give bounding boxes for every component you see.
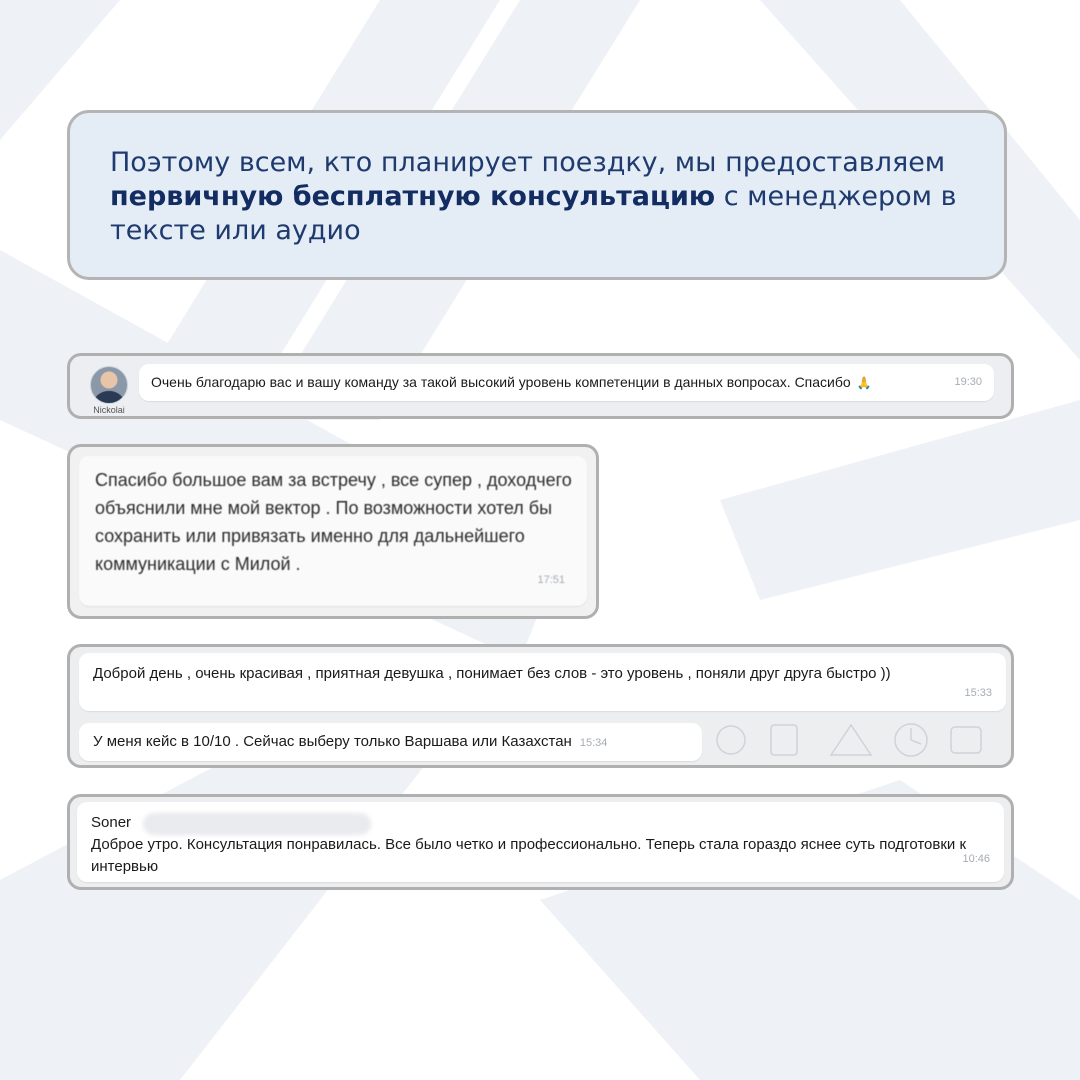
message-bubble bbox=[79, 723, 702, 761]
message-time: 15:34 bbox=[579, 737, 608, 749]
pray-emoji-icon: 🙏 bbox=[856, 376, 872, 390]
message-bubble bbox=[77, 802, 1004, 882]
message-text: У меня кейс в 10/10 . Сейчас выберу только Варшава или Казахстан bbox=[93, 733, 572, 750]
message-text: Доброй день , очень красивая , приятная девушка , понимает без слов - это уровень , поняли друг друга быстро )) bbox=[93, 665, 891, 682]
headline-bold: первичную бесплатную консультацию bbox=[110, 181, 716, 212]
message-bubble bbox=[79, 456, 587, 606]
review-screenshot-3 bbox=[67, 644, 1014, 768]
redacted-surname bbox=[143, 813, 371, 835]
sender-row bbox=[91, 812, 990, 834]
sender-avatar-block bbox=[89, 366, 129, 415]
review-screenshot-2 bbox=[67, 444, 599, 619]
avatar bbox=[90, 366, 128, 404]
sender-name: Soner bbox=[91, 814, 132, 831]
message-time: 10:46 bbox=[962, 853, 990, 865]
message-time: 15:33 bbox=[964, 687, 992, 699]
message-time: 17:51 bbox=[537, 574, 565, 586]
headline bbox=[110, 146, 964, 248]
message-bubble bbox=[79, 653, 1006, 711]
message-text: Спасибо большое вам за встречу , все супер , доходчего объяснили мне мой вектор . По возможности хотел бы сохранить или привязать именно для дальнейшего коммуникации с Милой . bbox=[95, 470, 572, 574]
message-text: Доброе утро. Консультация понравилась. Все было четко и профессионально. Теперь стала гораздо яснее суть подготовки к интервью bbox=[91, 836, 967, 875]
message-time: 19:30 bbox=[954, 376, 982, 388]
review-screenshot-1 bbox=[67, 353, 1014, 419]
message-bubble bbox=[139, 364, 994, 401]
sender-name: Nickolai bbox=[93, 405, 125, 415]
chat-wallpaper-doodles bbox=[701, 715, 1001, 765]
message-text: Очень благодарю вас и вашу команду за такой высокий уровень компетенции в данных вопросах. Спасибо bbox=[151, 374, 851, 390]
review-screenshot-4 bbox=[67, 794, 1014, 890]
headline-card bbox=[67, 110, 1007, 280]
headline-part1: Поэтому всем, кто планирует поездку, мы предоставляем bbox=[110, 147, 946, 178]
headline-part2: с менеджером в тексте или аудио bbox=[110, 181, 957, 246]
